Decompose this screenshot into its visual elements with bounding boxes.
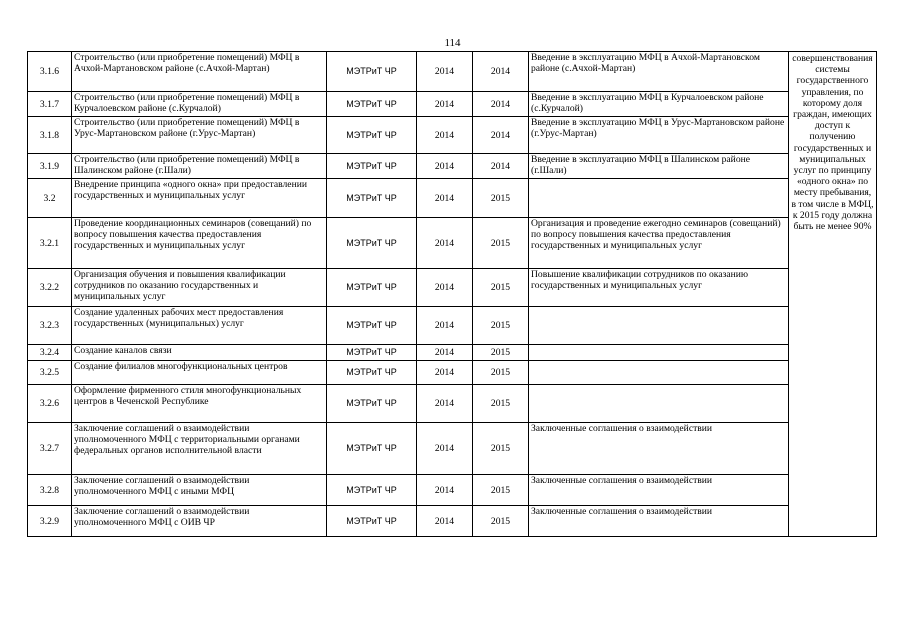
activity-name: Заключение соглашений о взаимодействии уполномоченного МФЦ с ОИВ ЧР bbox=[72, 506, 327, 537]
activity-name: Оформление фирменного стиля многофункциональных центров в Чеченской Республике bbox=[72, 385, 327, 423]
row-number: 3.2.2 bbox=[28, 269, 72, 307]
expected-result: Заключенные соглашения о взаимодействии bbox=[529, 423, 789, 475]
row-number: 3.2 bbox=[28, 179, 72, 218]
start-year: 2014 bbox=[417, 154, 473, 179]
activity-name: Создание филиалов многофункциональных центров bbox=[72, 361, 327, 385]
start-year: 2014 bbox=[417, 506, 473, 537]
executor: МЭТРиТ ЧР bbox=[327, 385, 417, 423]
table-row bbox=[28, 269, 877, 307]
table-row bbox=[28, 423, 877, 475]
expected-result: Заключенные соглашения о взаимодействии bbox=[529, 475, 789, 506]
start-year: 2014 bbox=[417, 423, 473, 475]
end-year: 2015 bbox=[473, 361, 529, 385]
activity-name: Строительство (или приобретение помещений) МФЦ в Урус-Мартановском районе (г.Урус-Мартан) bbox=[72, 117, 327, 154]
executor: МЭТРиТ ЧР bbox=[327, 307, 417, 345]
start-year: 2014 bbox=[417, 361, 473, 385]
start-year: 2014 bbox=[417, 345, 473, 361]
page-number: 114 bbox=[444, 37, 461, 49]
activity-name: Проведение координационных семинаров (совещаний) по вопросу повышения качества предоставления государственных и муниципальных услуг bbox=[72, 218, 327, 269]
executor: МЭТРиТ ЧР bbox=[327, 269, 417, 307]
expected-result: Введение в эксплуатацию МФЦ в Ачхой-Мартановском районе (с.Ачхой-Мартан) bbox=[529, 52, 789, 92]
executor: МЭТРиТ ЧР bbox=[327, 52, 417, 92]
end-year: 2015 bbox=[473, 269, 529, 307]
executor: МЭТРиТ ЧР bbox=[327, 117, 417, 154]
executor: МЭТРиТ ЧР bbox=[327, 179, 417, 218]
end-year: 2015 bbox=[473, 423, 529, 475]
row-number: 3.2.9 bbox=[28, 506, 72, 537]
table-row bbox=[28, 345, 877, 361]
end-year: 2015 bbox=[473, 475, 529, 506]
row-number: 3.1.6 bbox=[28, 52, 72, 92]
executor: МЭТРиТ ЧР bbox=[327, 361, 417, 385]
row-number: 3.1.7 bbox=[28, 92, 72, 117]
executor: МЭТРиТ ЧР bbox=[327, 506, 417, 537]
end-year: 2015 bbox=[473, 307, 529, 345]
end-year: 2014 bbox=[473, 117, 529, 154]
start-year: 2014 bbox=[417, 218, 473, 269]
table-row bbox=[28, 307, 877, 345]
start-year: 2014 bbox=[417, 269, 473, 307]
expected-result: Введение в эксплуатацию МФЦ в Шалинском районе (г.Шали) bbox=[529, 154, 789, 179]
expected-result bbox=[529, 361, 789, 385]
end-year: 2015 bbox=[473, 218, 529, 269]
expected-result: Заключенные соглашения о взаимодействии bbox=[529, 506, 789, 537]
activity-name: Строительство (или приобретение помещений) МФЦ в Ачхой-Мартановском районе (с.Ачхой-Мартан) bbox=[72, 52, 327, 92]
start-year: 2014 bbox=[417, 307, 473, 345]
table-row bbox=[28, 506, 877, 537]
table-row bbox=[28, 117, 877, 154]
start-year: 2014 bbox=[417, 179, 473, 218]
table-row bbox=[28, 218, 877, 269]
table-row bbox=[28, 52, 877, 92]
row-number: 3.2.3 bbox=[28, 307, 72, 345]
executor: МЭТРиТ ЧР bbox=[327, 92, 417, 117]
table-row bbox=[28, 361, 877, 385]
start-year: 2014 bbox=[417, 385, 473, 423]
activity-name: Строительство (или приобретение помещений) МФЦ в Шалинском районе (г.Шали) bbox=[72, 154, 327, 179]
activity-name: Заключение соглашений о взаимодействии уполномоченного МФЦ с иными МФЦ bbox=[72, 475, 327, 506]
expected-result: Введение в эксплуатацию МФЦ в Курчалоевском районе (с.Курчалой) bbox=[529, 92, 789, 117]
expected-result: Организация и проведение ежегодно семинаров (совещаний) по вопросу повышения качества предоставления государственных и муниципальных услуг bbox=[529, 218, 789, 269]
target-indicator-note: совершенствования системы государственного управления, по которому доля граждан, имеющих доступ к получению государственных и муниципальных услуг по принципу «одного окна» по месту пребывания, в том числе в МФЦ, к 2015 году должна быть не менее 90% bbox=[789, 52, 877, 537]
activities-table bbox=[27, 51, 877, 537]
row-number: 3.2.8 bbox=[28, 475, 72, 506]
expected-result bbox=[529, 307, 789, 345]
table-row bbox=[28, 385, 877, 423]
row-number: 3.2.4 bbox=[28, 345, 72, 361]
table-row bbox=[28, 179, 877, 218]
end-year: 2015 bbox=[473, 385, 529, 423]
activity-name: Заключение соглашений о взаимодействии уполномоченного МФЦ с территориальными органами федеральных органов исполнительной власти bbox=[72, 423, 327, 475]
executor: МЭТРиТ ЧР bbox=[327, 423, 417, 475]
executor: МЭТРиТ ЧР bbox=[327, 154, 417, 179]
end-year: 2015 bbox=[473, 345, 529, 361]
start-year: 2014 bbox=[417, 52, 473, 92]
row-number: 3.2.1 bbox=[28, 218, 72, 269]
table-row bbox=[28, 154, 877, 179]
row-number: 3.1.8 bbox=[28, 117, 72, 154]
start-year: 2014 bbox=[417, 117, 473, 154]
executor: МЭТРиТ ЧР bbox=[327, 475, 417, 506]
start-year: 2014 bbox=[417, 475, 473, 506]
row-number: 3.2.6 bbox=[28, 385, 72, 423]
activity-name: Строительство (или приобретение помещений) МФЦ в Курчалоевском районе (с.Курчалой) bbox=[72, 92, 327, 117]
end-year: 2015 bbox=[473, 506, 529, 537]
activity-name: Создание удаленных рабочих мест предоставления государственных (муниципальных) услуг bbox=[72, 307, 327, 345]
executor: МЭТРиТ ЧР bbox=[327, 345, 417, 361]
executor: МЭТРиТ ЧР bbox=[327, 218, 417, 269]
expected-result bbox=[529, 345, 789, 361]
end-year: 2014 bbox=[473, 154, 529, 179]
table-row bbox=[28, 92, 877, 117]
activity-name: Внедрение принципа «одного окна» при предоставлении государственных и муниципальных услуг bbox=[72, 179, 327, 218]
expected-result: Повышение квалификации сотрудников по оказанию государственных и муниципальных услуг bbox=[529, 269, 789, 307]
expected-result bbox=[529, 385, 789, 423]
expected-result: Введение в эксплуатацию МФЦ в Урус-Мартановском районе (г.Урус-Мартан) bbox=[529, 117, 789, 154]
activity-name: Создание каналов связи bbox=[72, 345, 327, 361]
end-year: 2014 bbox=[473, 92, 529, 117]
expected-result bbox=[529, 179, 789, 218]
end-year: 2015 bbox=[473, 179, 529, 218]
row-number: 3.1.9 bbox=[28, 154, 72, 179]
start-year: 2014 bbox=[417, 92, 473, 117]
table-row bbox=[28, 475, 877, 506]
row-number: 3.2.5 bbox=[28, 361, 72, 385]
row-number: 3.2.7 bbox=[28, 423, 72, 475]
activity-name: Организация обучения и повышения квалификации сотрудников по оказанию государственных и муниципальных услуг bbox=[72, 269, 327, 307]
end-year: 2014 bbox=[473, 52, 529, 92]
